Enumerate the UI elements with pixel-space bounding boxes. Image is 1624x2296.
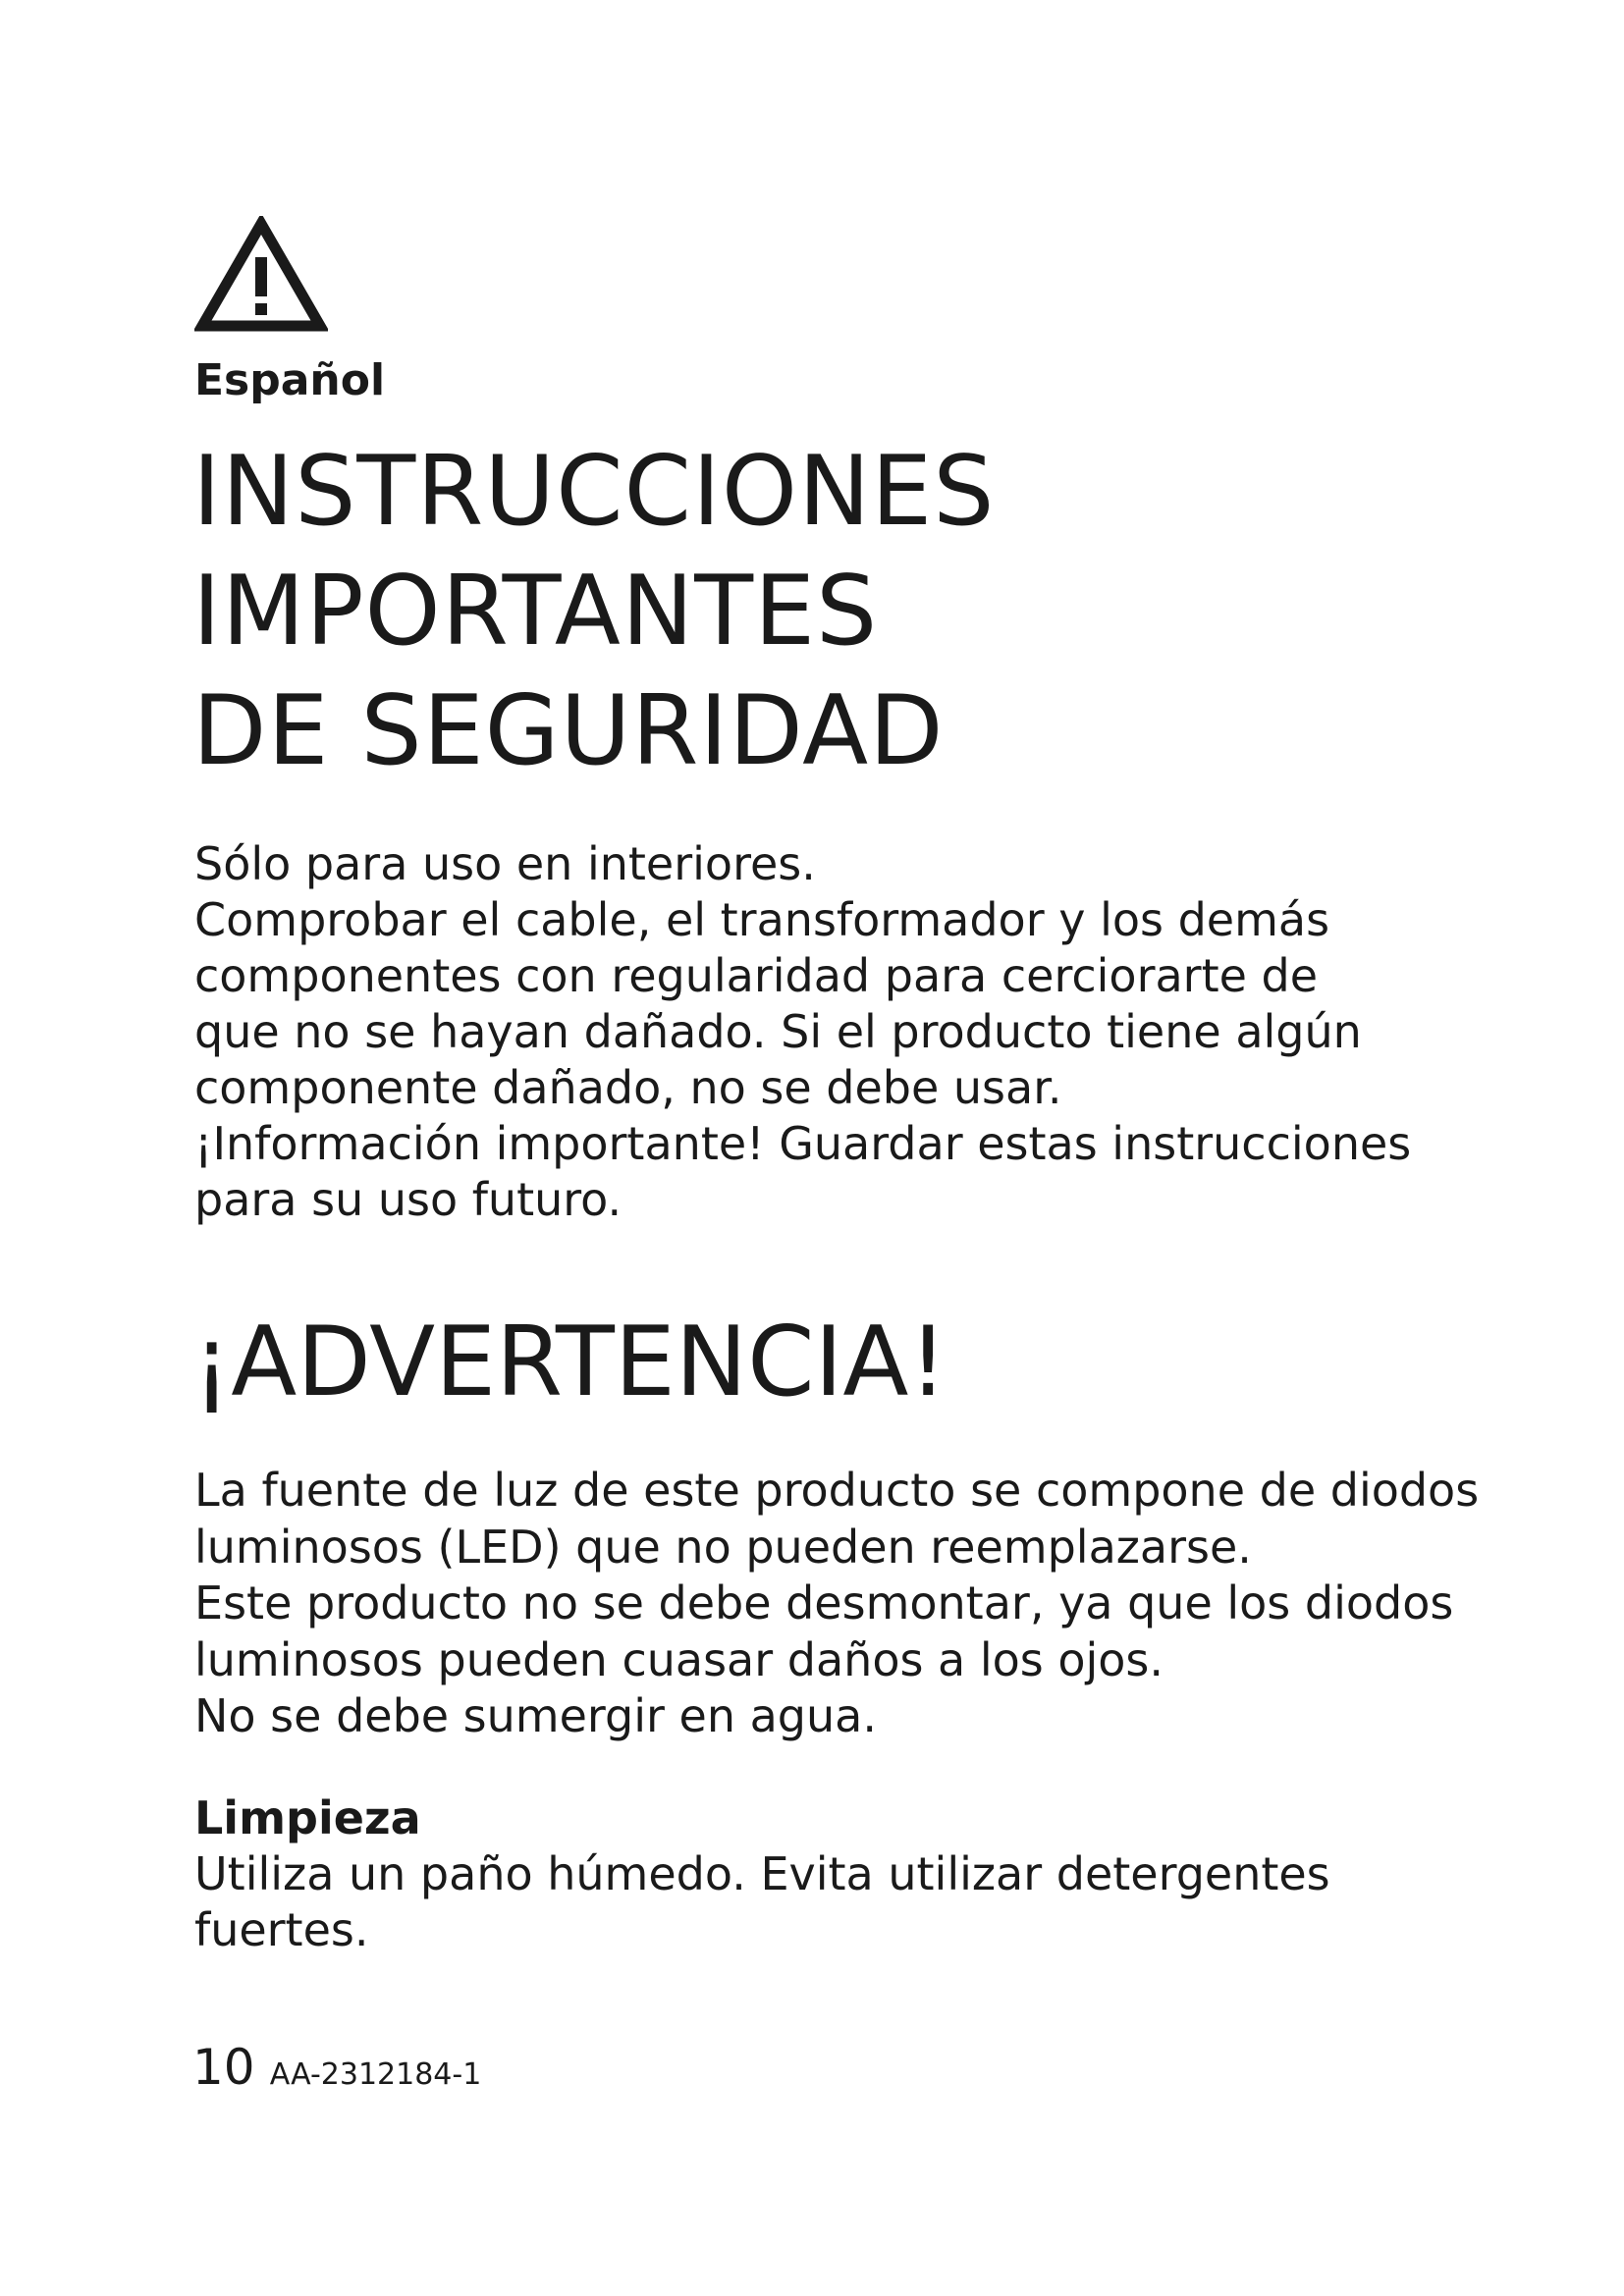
warning-heading: ¡ADVERTENCIA!: [192, 1307, 947, 1418]
intro-line: componente dañado, no se debe usar.: [194, 1061, 1062, 1114]
warning-line: luminosos pueden cuasar daños a los ojos.: [194, 1632, 1164, 1686]
cleaning-heading: Limpieza: [194, 1791, 421, 1844]
document-code: AA-2312184-1: [269, 2057, 482, 2092]
cleaning-line: Utiliza un paño húmedo. Evita utilizar detergentes: [194, 1847, 1330, 1900]
intro-line: Sólo para uso en interiores.: [194, 837, 816, 890]
intro-line: para su uso futuro.: [194, 1173, 623, 1226]
title-line: IMPORTANTES: [192, 556, 879, 667]
intro-line: ¡Información importante! Guardar estas instrucciones: [194, 1117, 1412, 1170]
intro-line: que no se hayan dañado. Si el producto tiene algún: [194, 1005, 1362, 1058]
page-footer: [192, 2038, 481, 2097]
intro-line: componentes con regularidad para cerciorarte de: [194, 949, 1319, 1002]
page-title: [192, 432, 995, 791]
language-label: Español: [194, 355, 386, 405]
warning-line: La fuente de luz de este producto se compone de diodos: [194, 1464, 1480, 1517]
intro-line: Comprobar el cable, el transformador y los demás: [194, 893, 1330, 946]
cleaning-section: [194, 1790, 1330, 1958]
warning-line: luminosos (LED) que no pueden reemplazarse.: [194, 1520, 1252, 1574]
title-line: INSTRUCCIONES: [192, 436, 996, 548]
warning-triangle-icon: [194, 216, 328, 334]
title-line: DE SEGURIDAD: [192, 675, 945, 787]
warning-line: No se debe sumergir en agua.: [194, 1689, 877, 1742]
page-number: 10: [192, 2039, 255, 2096]
cleaning-line: fuertes.: [194, 1903, 369, 1956]
warning-line: Este producto no se debe desmontar, ya que los diodos: [194, 1576, 1454, 1629]
warning-text: [194, 1463, 1479, 1745]
intro-text: [194, 836, 1411, 1228]
